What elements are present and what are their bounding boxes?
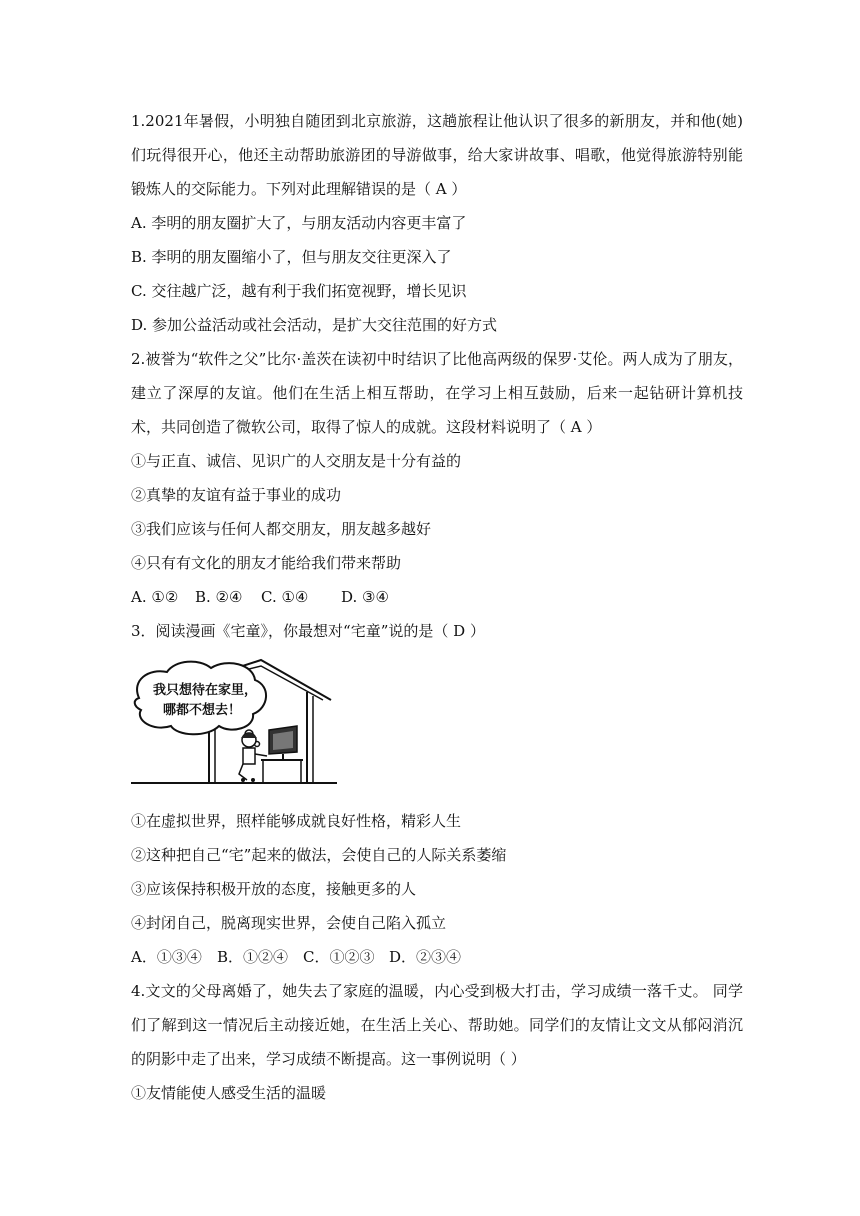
question-1-option-d: D. 参加公益活动或社会活动，是扩大交往范围的好方式 <box>131 316 498 334</box>
question-3-choice-c: C．①②③ <box>303 948 375 966</box>
question-3-item-3: ③应该保持积极开放的态度，接触更多的人 <box>131 880 417 898</box>
question-2-choices <box>131 580 743 614</box>
question-4-stem: 4.文文的父母离婚了，她失去了家庭的温暖，内心受到极大打击，学习成绩一落千丈。 同学们了解到这一情况后主动接近她，在生活上关心、帮助她。同学们的友情让文文从郁闷消沉的阴影中走了出来，学习成绩不断提高。这一事例说明（ ） <box>131 982 743 1068</box>
question-1-option-c: C. 交往越广泛，越有利于我们拓宽视野，增长见识 <box>131 282 467 300</box>
question-2-item-2: ②真挚的友谊有益于事业的成功 <box>131 486 342 504</box>
question-2-choice-b: B. ②④ <box>195 588 243 606</box>
question-3-choice-b: B．①②④ <box>217 948 289 966</box>
question-2-choice-a: A. ①② <box>131 588 179 606</box>
question-2-choice-c: C. ①④ <box>261 588 309 606</box>
question-1-option-a: A. 李明的朋友圈扩大了，与朋友活动内容更丰富了 <box>131 214 467 232</box>
question-2-item-1: ①与正直、诚信、见识广的人交朋友是十分有益的 <box>131 452 462 470</box>
question-3-choice-d: D．②③④ <box>389 948 462 966</box>
question-3-stem: 3．阅读漫画《宅童》，你最想对“宅童”说的是（ D ） <box>131 622 485 640</box>
question-2-item-3: ③我们应该与任何人都交朋友，朋友越多越好 <box>131 520 432 538</box>
question-3-item-2: ②这种把自己“宅”起来的做法，会使自己的人际关系萎缩 <box>131 846 507 864</box>
question-3-item-1: ①在虚拟世界，照样能够成就良好性格，精彩人生 <box>131 812 462 830</box>
question-3-choice-a: A．①③④ <box>131 948 202 966</box>
bubble-text-line-1: 我只想待在家里， <box>153 683 258 698</box>
question-1-stem: 1.2021年暑假，小明独自随团到北京旅游，这趟旅程让他认识了很多的新朋友，并和他(她)们玩得很开心，他还主动帮助旅游团的导游做事，给大家讲故事、唱歌，他觉得旅游特别能锻炼人的交际能力。下列对此理解错误的是（ A ） <box>131 112 743 198</box>
question-2-choice-d: D. ③④ <box>341 588 389 606</box>
question-3-choices <box>131 940 743 974</box>
question-2-stem: 2.被誉为“软件之父”比尔·盖茨在读初中时结识了比他高两级的保罗·艾伦。两人成为了朋友，建立了深厚的友谊。他们在生活上相互帮助，在学习上相互鼓励，后来一起钻研计算机技术，共同创造了微软公司，取得了惊人的成就。这段材料说明了（ A ） <box>131 350 743 436</box>
cartoon-image <box>131 656 337 786</box>
question-1-option-b: B. 李明的朋友圈缩小了，但与朋友交往更深入了 <box>131 248 452 266</box>
bubble-text-line-2: 哪都不想去！ <box>163 703 242 718</box>
question-4-item-1: ①友情能使人感受生活的温暖 <box>131 1084 327 1102</box>
question-3-item-4: ④封闭自己，脱离现实世界，会使自己陷入孤立 <box>131 914 447 932</box>
question-2-item-4: ④只有有文化的朋友才能给我们带来帮助 <box>131 554 402 572</box>
